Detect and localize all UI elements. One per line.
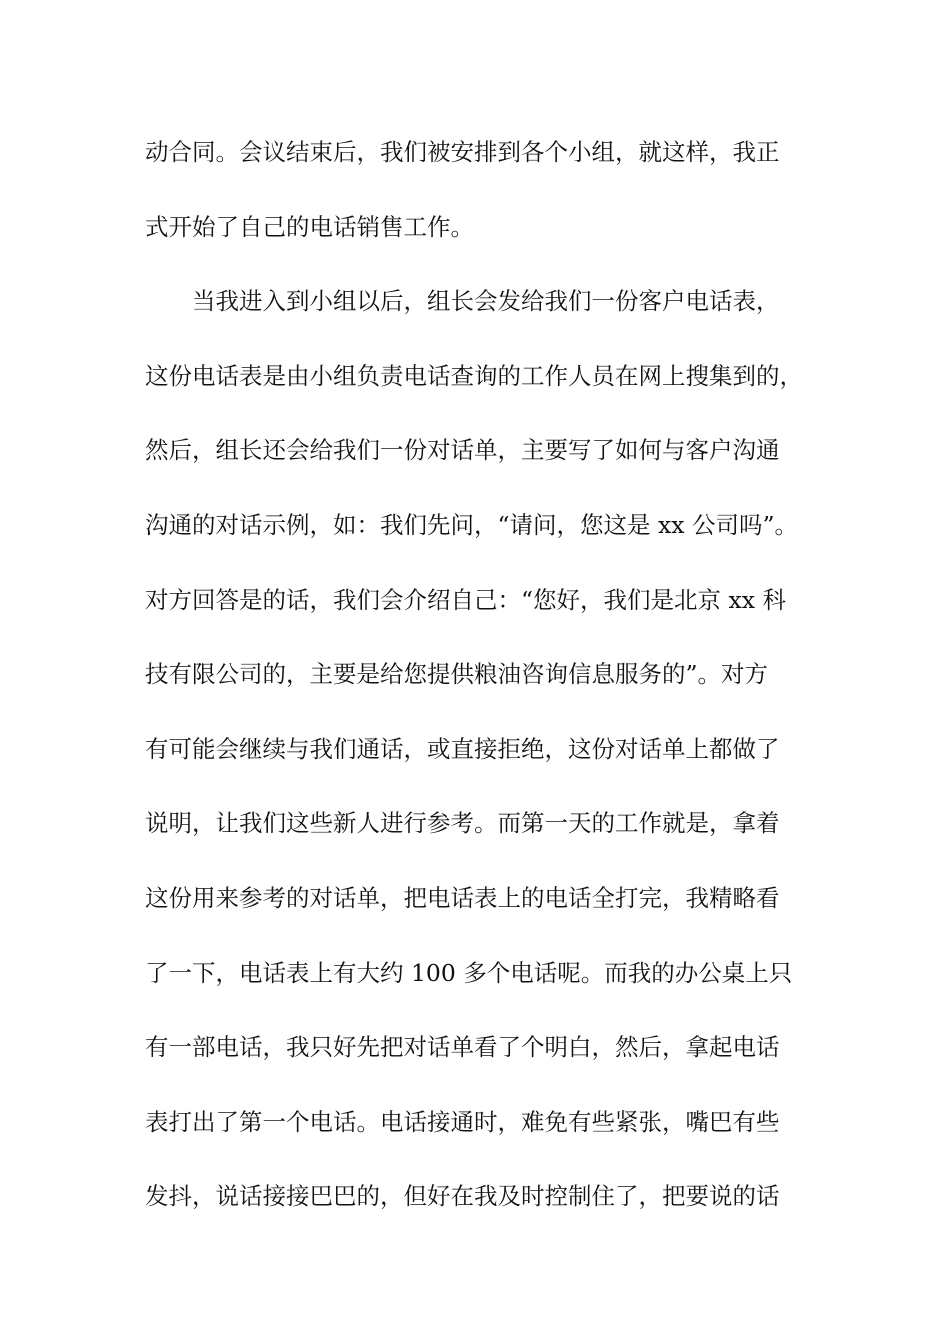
body-text	[145, 126, 835, 1245]
text-line: 沟通的对话示例，如：我们先问，“请问，您这是 xx 公司吗”。	[145, 510, 798, 539]
text-line: 发抖，说话接接巴巴的，但好在我及时控制住了，把要说的话	[145, 1182, 780, 1211]
text-line: 了一下，电话表上有大约 100 多个电话呢。而我的办公桌上只	[145, 958, 793, 987]
text-line: 动合同。会议结束后，我们被安排到各个小组，就这样，我正	[145, 138, 780, 166]
text-line: 对方回答是的话，我们会介绍自己：“您好，我们是北京 xx 科	[145, 585, 786, 614]
text-line: 这份电话表是由小组负责电话查询的工作人员在网上搜集到的，	[145, 361, 803, 390]
text-line: 这份用来参考的对话单，把电话表上的电话全打完，我精略看	[145, 883, 780, 912]
text-line: 说明，让我们这些新人进行参考。而第一天的工作就是，拿着	[145, 809, 780, 838]
paragraph-start-line: 当我进入到小组以后，组长会发给我们一份客户电话表，	[192, 287, 780, 316]
text-line: 有可能会继续与我们通话，或直接拒绝，这份对话单上都做了	[145, 734, 780, 763]
text-line: 有一部电话，我只好先把对话单看了个明白，然后，拿起电话	[145, 1033, 780, 1062]
text-line: 式开始了自己的电话销售工作。	[145, 212, 474, 241]
text-line: 技有限公司的，主要是给您提供粮油咨询信息服务的”。对方	[145, 660, 769, 689]
text-line: 表打出了第一个电话。电话接通时，难免有些紧张，嘴巴有些	[145, 1107, 780, 1136]
text-line: 然后，组长还会给我们一份对话单，主要写了如何与客户沟通	[145, 436, 780, 465]
